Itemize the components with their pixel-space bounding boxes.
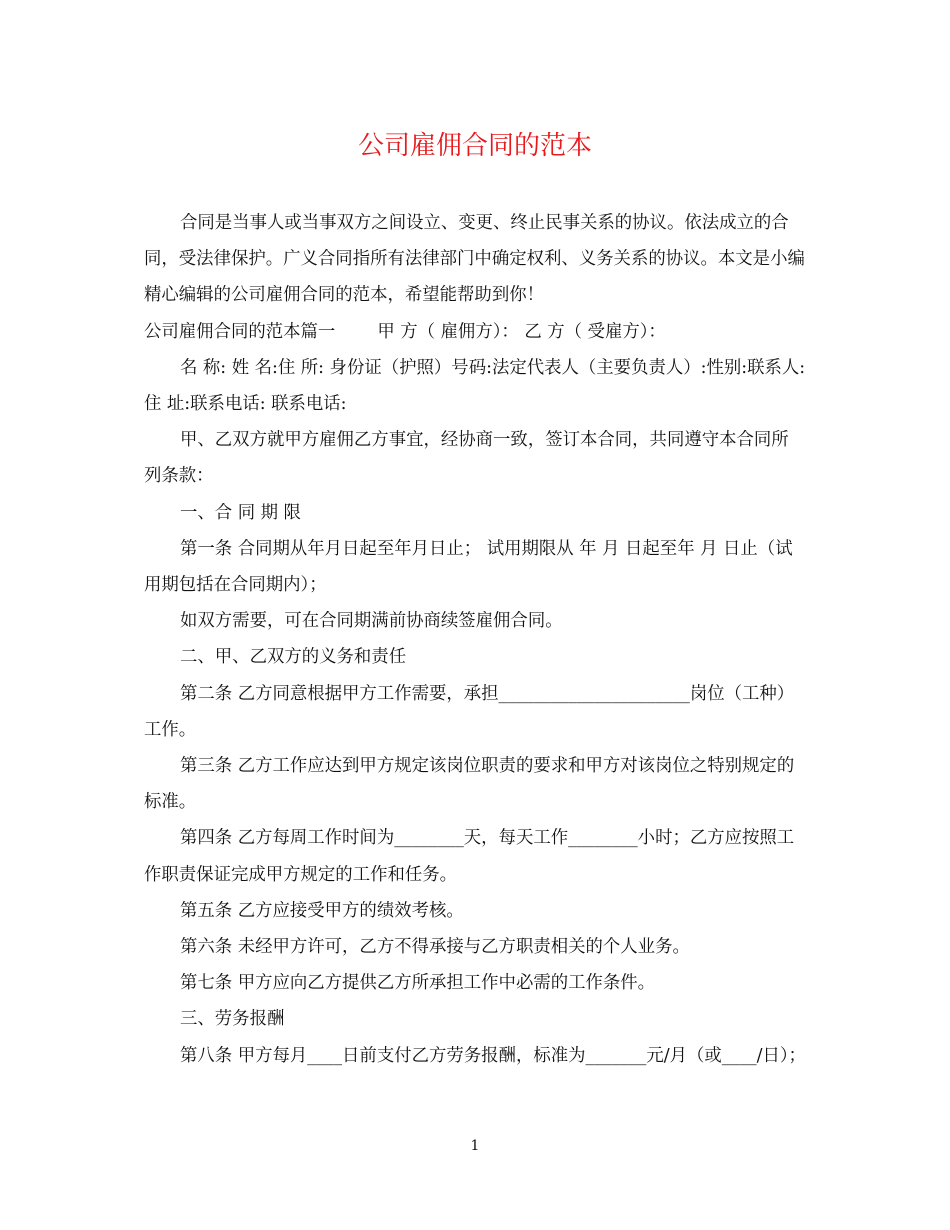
heading-line-right: 甲 方（ 雇佣方）： 乙 方（ 受雇方）： [377, 321, 666, 342]
article-8: 第八条 甲方每月____日前支付乙方劳务报酬，标准为_______元/月（或____/日）； [180, 1045, 806, 1066]
article-6: 第六条 未经甲方许可，乙方不得承接与乙方职责相关的个人业务。 [180, 937, 690, 958]
article-4: 第四条 乙方每周工作时间为________天，每天工作________小时；乙方应按照工作职责保证完成甲方规定的工作和任务。 [144, 828, 795, 885]
article-7: 第七条 甲方应向乙方提供乙方所承担工作中必需的工作条件。 [180, 973, 656, 994]
page-number: 1 [470, 1138, 480, 1154]
party-fields-paragraph: 名 称: 姓 名:住 所: 身份证（护照）号码:法定代表人（主要负责人）:性别:联系人: 住 址:联系电话: 联系电话: [144, 357, 806, 415]
article-1: 第一条 合同期从年月日起至年月日止； 试用期限从 年 月 日起至年 月 日止（试用期包括在合同期内）； [144, 538, 793, 596]
section-heading-1: 一、合 同 期 限 [180, 502, 301, 523]
heading-line-left: 公司雇佣合同的范本篇一 [144, 321, 336, 342]
heading-line [144, 314, 806, 350]
article-2: 第二条 乙方同意根据甲方工作需要，承担______________________岗位（工种）工作。 [144, 683, 795, 740]
renewal-paragraph: 如双方需要，可在合同期满前协商续签雇佣合同。 [180, 611, 563, 632]
intro-paragraph: 合同是当事人或当事双方之间设立、变更、终止民事关系的协议。依法成立的合同，受法律保护。广义合同指所有法律部门中确定权利、义务关系的协议。本文是小编精心编辑的公司雇佣合同的范本，希望能帮助到你！ [144, 213, 805, 306]
document-title: 公司雇佣合同的范本 [357, 131, 592, 161]
section-heading-2: 二、甲、乙双方的义务和责任 [180, 647, 407, 668]
document-body [144, 205, 806, 1074]
article-3: 第三条 乙方工作应达到甲方规定该岗位职责的要求和甲方对该岗位之特别规定的标准。 [144, 756, 795, 813]
section-heading-3: 三、劳务报酬 [180, 1009, 285, 1030]
article-5: 第五条 乙方应接受甲方的绩效考核。 [180, 900, 464, 921]
preamble-paragraph: 甲、乙双方就甲方雇佣乙方事宜，经协商一致，签订本合同，共同遵守本合同所列条款： [144, 430, 789, 487]
